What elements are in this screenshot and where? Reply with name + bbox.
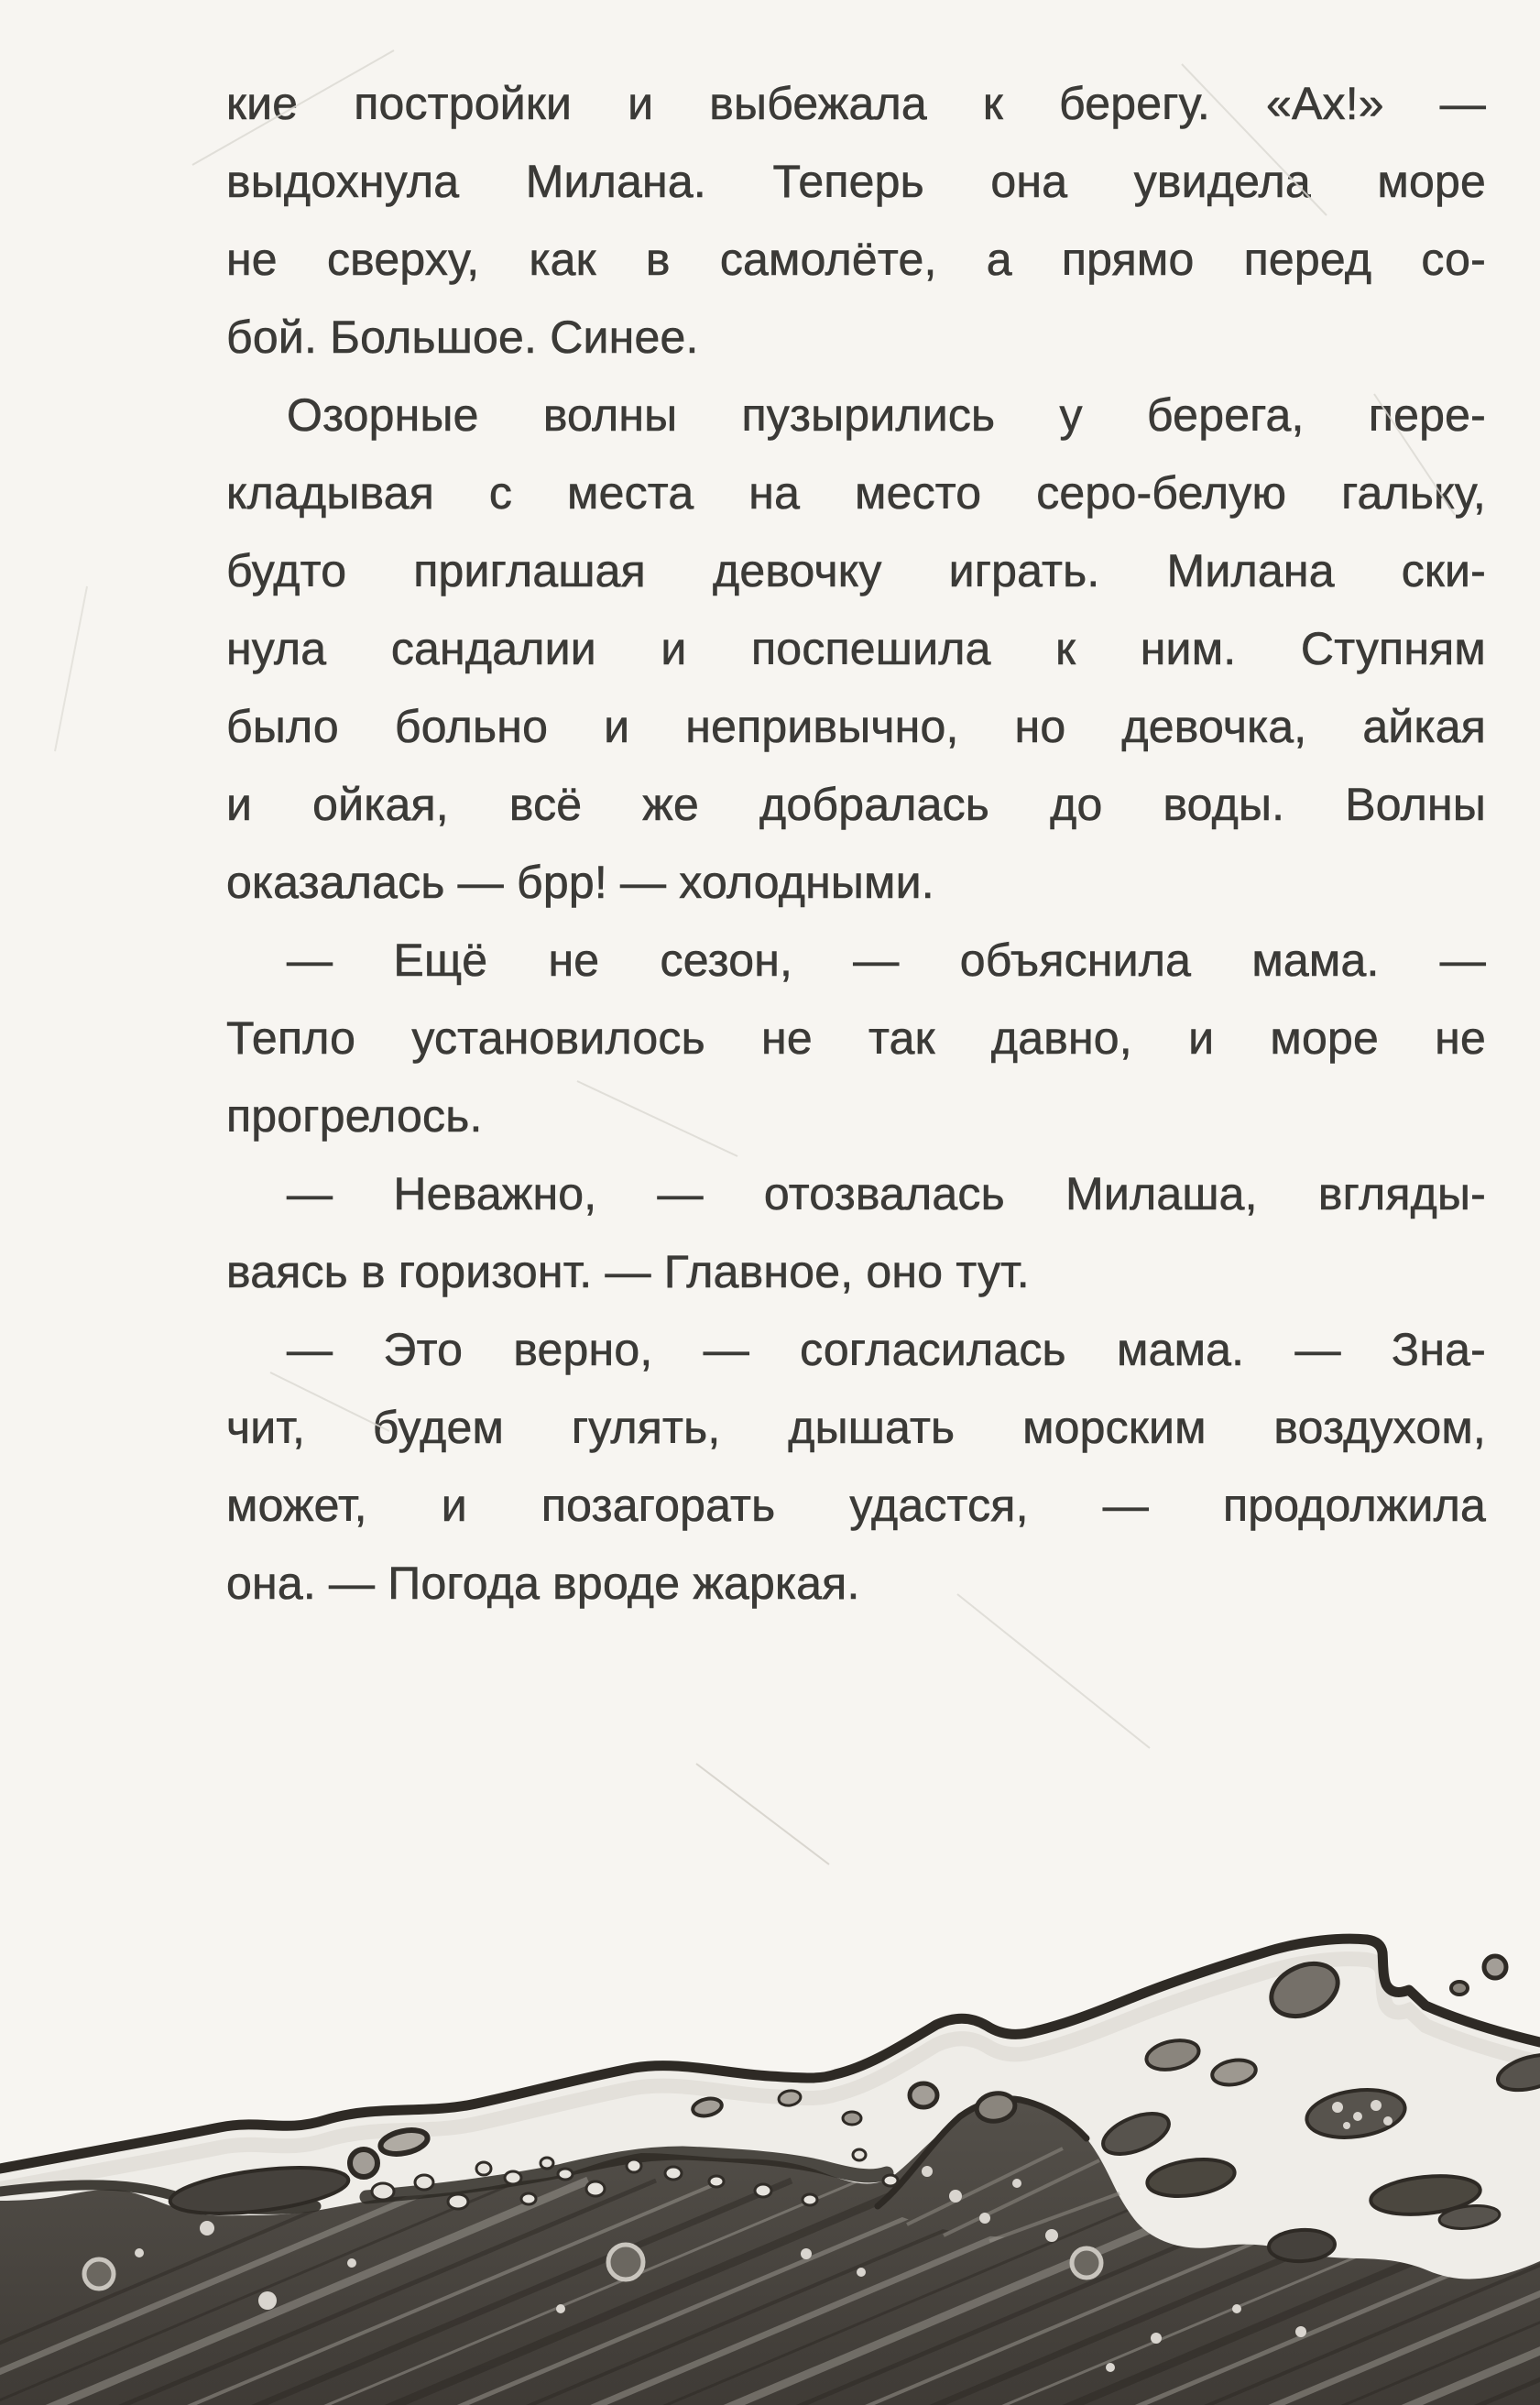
text-line-7: будто приглашая девочку играть. Милана ски- xyxy=(226,545,1486,596)
spray-dots xyxy=(84,2100,1393,2372)
wave-mini-crest xyxy=(878,2099,1121,2241)
text-line-18: чит, будем гулять, дышать морским воздухом, xyxy=(226,1402,1486,1453)
wave-foam xyxy=(0,1939,1540,2279)
text-line-19: может, и позагорать удастся, — продолжила xyxy=(226,1480,1486,1531)
text-line-16: ваясь в горизонт. — Главное, оно тут. xyxy=(226,1246,1030,1297)
text-line-12: — Ещё не сезон, — объяснила мама. — xyxy=(287,935,1486,986)
text-line-8: нула сандалии и поспешила к ним. Ступням xyxy=(226,623,1486,674)
wave-body xyxy=(0,2095,1540,2405)
text-line-1: кие постройки и выбежала к берегу. «Ах!» — xyxy=(226,78,1486,129)
text-line-20: она. — Погода вроде жаркая. xyxy=(226,1558,860,1609)
text-line-5: Озорные волны пузырились у берега, пере- xyxy=(287,389,1486,441)
foam-pebbles xyxy=(372,2149,898,2209)
foam-bubbles xyxy=(168,1953,1540,2262)
text-line-3: не сверху, как в самолёте, а прямо перед со- xyxy=(226,234,1486,285)
wave-streaks xyxy=(0,2181,1540,2405)
text-line-10: и ойкая, всё же добралась до воды. Волны xyxy=(226,779,1486,830)
text-line-2: выдохнула Милана. Теперь она увидела море xyxy=(226,156,1486,207)
text-line-4: бой. Большое. Синее. xyxy=(226,312,699,363)
text-line-14: прогрелось. xyxy=(226,1090,483,1142)
text-line-13: Тепло установилось не так давно, и море не xyxy=(226,1012,1486,1064)
text-line-15: — Неважно, — отозвалась Милаша, вгляды- xyxy=(287,1168,1486,1219)
text-line-11: оказалась — брр! — холодными. xyxy=(226,857,934,908)
text-line-6: кладывая с места на место серо-белую гальку, xyxy=(226,467,1486,519)
text-line-17: — Это верно, — согласилась мама. — Зна- xyxy=(287,1324,1486,1375)
text-line-9: было больно и непривычно, но девочка, айкая xyxy=(226,701,1486,752)
page-text xyxy=(226,65,1486,1623)
